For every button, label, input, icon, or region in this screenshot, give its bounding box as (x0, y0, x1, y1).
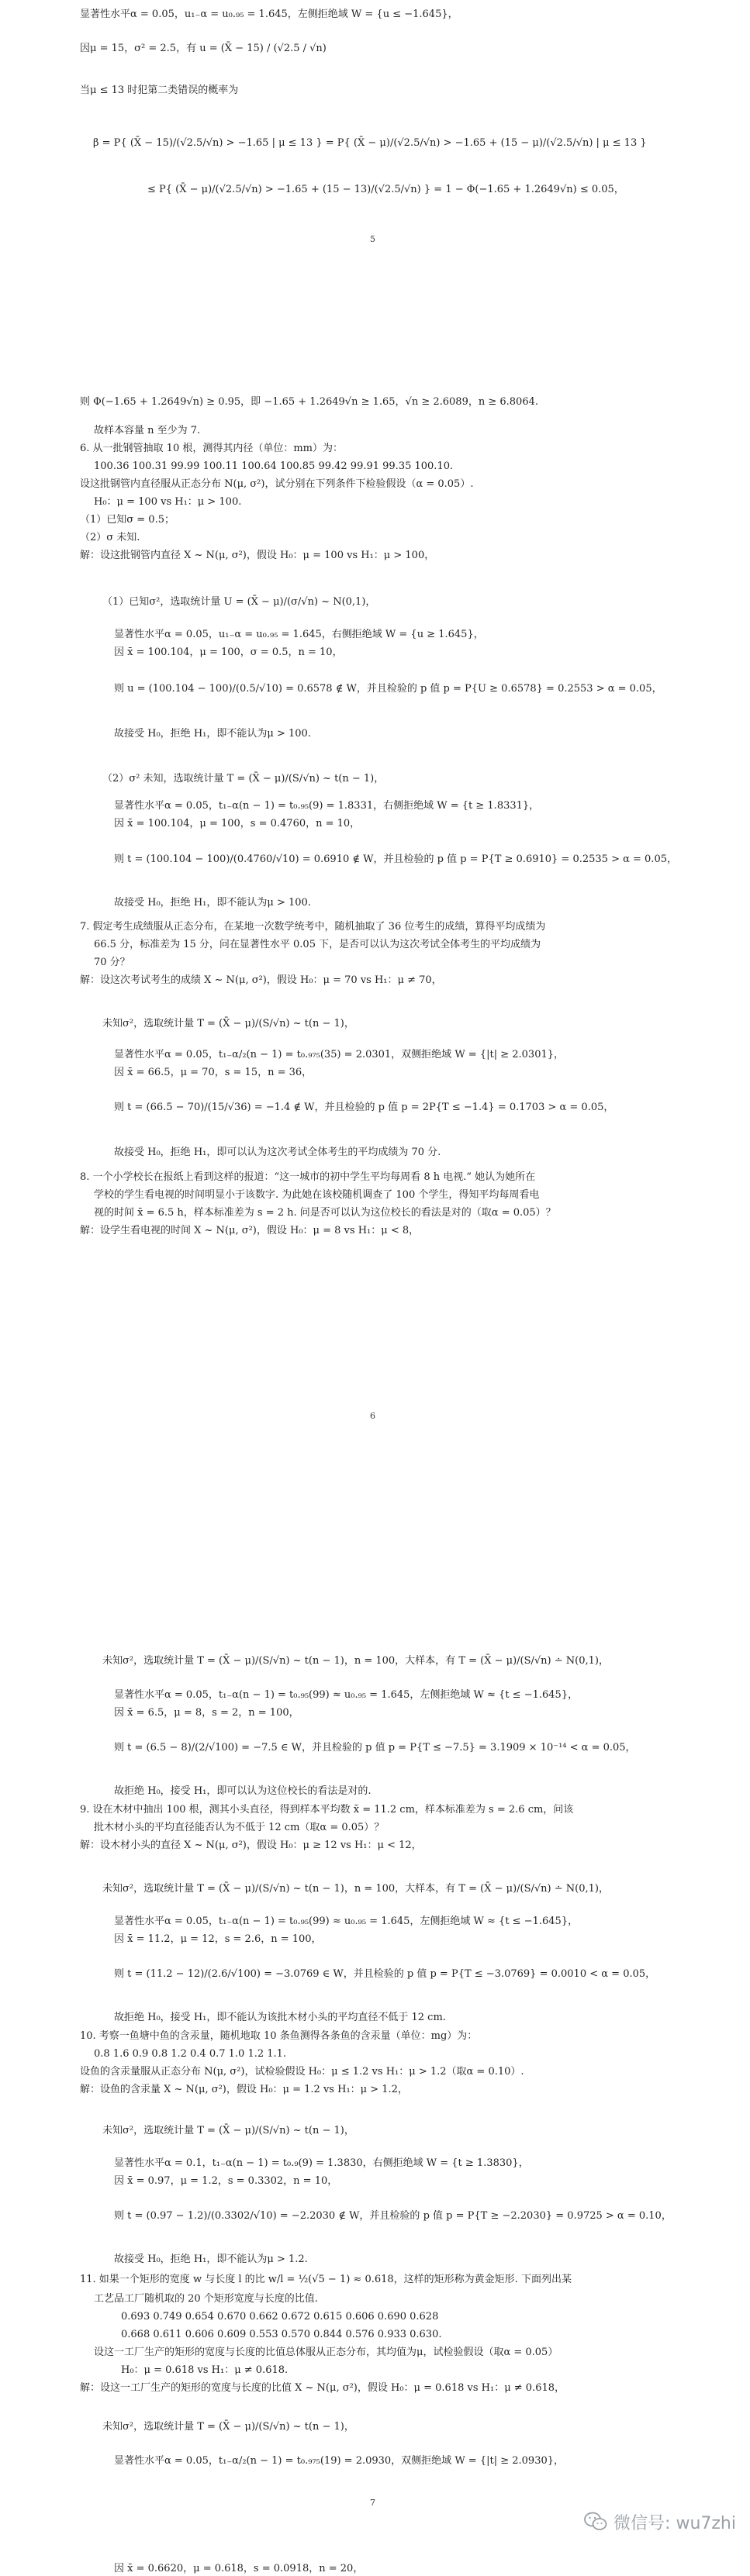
text-line: 显著性水平α = 0.05，u₁₋α = u₀.₉₅ = 1.645，左侧拒绝域 W = {u ≤ −1.645}， (80, 9, 458, 20)
text-line: 显著性水平α = 0.05，t₁₋α(n − 1) = t₀.₉₅(99) ≈ u₀.₉₅ = 1.645，左侧拒绝域 W ≈ {t ≤ −1.645}， (114, 1689, 579, 1701)
text-line: 因 x̄ = 6.5，μ = 8，s = 2，n = 100， (114, 1707, 299, 1719)
text-line: H₀：μ = 0.618 vs H₁：μ ≠ 0.618. (121, 2364, 289, 2376)
text-line: 则 u = (100.104 − 100)/(0.5/√10) = 0.6578 ∉ W，并且检验的 p 值 p = P{U ≥ 0.6578} = 0.2553 > α = 0.05， (114, 683, 662, 695)
text-line: 因 x̄ = 0.97，μ = 1.2，s = 0.3302，n = 10， (114, 2175, 338, 2187)
page-number: 5 (370, 234, 375, 244)
text-line: 则 t = (11.2 − 12)/(2.6/√100) = −3.0769 ∈ W，并且检验的 p 值 p = P{T ≤ −3.0769} = 0.0010 < α = 0.05， (114, 1968, 656, 1980)
text-line: 则 t = (0.97 − 1.2)/(0.3302/√10) = −2.2030 ∉ W，并且检验的 p 值 p = P{T ≥ −2.2030} = 0.9725 > α = 0.10， (114, 2210, 672, 2222)
wechat-watermark (584, 2509, 736, 2535)
text-line: 批木材小头的平均直径能否认为不低于 12 cm（取α = 0.05）？ (94, 1822, 385, 1833)
text-line: 解：设鱼的含汞量 X ~ N(μ, σ²)，假设 H₀：μ = 1.2 vs H₁：μ > 1.2， (80, 2084, 408, 2095)
text-line: 66.5 分，标准差为 15 分，问在显著性水平 0.05 下，是否可以认为这次考试全体考生的平均成绩为 (94, 939, 541, 950)
text-line: 显著性水平α = 0.05，t₁₋α(n − 1) = t₀.₉₅(99) ≈ u₀.₉₅ = 1.645，左侧拒绝域 W ≈ {t ≤ −1.645}， (114, 1916, 579, 1927)
text-line: 0.693 0.749 0.654 0.670 0.662 0.672 0.615 0.606 0.690 0.628 (121, 2311, 439, 2323)
text-line: 故接受 H₀，拒绝 H₁，即可以认为这次考试全体考生的平均成绩为 70 分. (114, 1147, 441, 1158)
text-line: 解：设学生看电视的时间 X ~ N(μ, σ²)，假设 H₀：μ = 8 vs H₁：μ < 8， (80, 1225, 420, 1236)
text-line: 11. 如果一个矩形的宽度 w 与长度 l 的比 w/l = ½(√5 − 1) ≈ 0.618，这样的矩形称为黄金矩形. 下面列出某 (80, 2274, 572, 2285)
text-line: 因 x̄ = 100.104，μ = 100，σ = 0.5，n = 10， (114, 647, 343, 658)
text-line: 故拒绝 H₀，接受 H₁，即不能认为该批木材小头的平均直径不低于 12 cm. (114, 2012, 446, 2023)
text-line: 0.8 1.6 0.9 0.8 1.2 0.4 0.7 1.0 1.2 1.1. (94, 2048, 287, 2060)
watermark-text: 微信号: wu7zhi (613, 2513, 736, 2533)
text-line: 显著性水平α = 0.1，t₁₋α(n − 1) = t₀.₉(9) = 1.3830，右侧拒绝域 W = {t ≥ 1.3830}， (114, 2157, 529, 2169)
text-line: 显著性水平α = 0.05，t₁₋α/₂(n − 1) = t₀.₉₇₅(19) = 2.0930，双侧拒绝域 W = {|t| ≥ 2.0930}， (114, 2455, 565, 2467)
text-line: 未知σ²，选取统计量 T = (X̄ − μ)/(S/√n) ~ t(n − 1)， (102, 1018, 354, 1029)
text-line: 显著性水平α = 0.05，u₁₋α = u₀.₉₅ = 1.645，右侧拒绝域 W = {u ≥ 1.645}， (114, 629, 484, 640)
text-line: 故拒绝 H₀，接受 H₁，即可以认为这位校长的看法是对的. (114, 1785, 372, 1797)
text-line: H₀：μ = 100 vs H₁：μ > 100. (94, 496, 242, 508)
text-line: （2）σ 未知. (80, 532, 140, 543)
text-line: 7. 假定考生成绩服从正态分布，在某地一次数学统考中，随机抽取了 36 位考生的成绩，算得平均成绩为 (80, 921, 546, 933)
text-line: 6. 从一批钢管抽取 10 根，测得其内径（单位：mm）为： (80, 443, 343, 454)
text-line: 则 t = (100.104 − 100)/(0.4760/√10) = 0.6910 ∉ W，并且检验的 p 值 p = P{T ≥ 0.6910} = 0.2535 > α = 0.05， (114, 853, 677, 865)
text-line: （1）已知σ = 0.5； (80, 514, 175, 526)
wechat-icon (584, 2512, 607, 2532)
text-line: 故接受 H₀，拒绝 H₁，即不能认为μ > 100. (114, 728, 311, 740)
text-line: 因μ = 15，σ² = 2.5，有 u = (X̄ − 15) / (√2.5 / √n) (80, 43, 327, 54)
text-line: 解：设这一工厂生产的矩形的宽度与长度的比值 X ~ N(μ, σ²)，假设 H₀：μ = 0.618 vs H₁：μ ≠ 0.618， (80, 2382, 565, 2394)
text-line: 设这一工厂生产的矩形的宽度与长度的比值总体服从正态分布，其均值为μ，试检验假设（取α = 0.05） (94, 2347, 558, 2358)
text-line: 因 x̄ = 11.2，μ = 12，s = 2.6，n = 100， (114, 1933, 322, 1945)
text-line: ≤ P{ (X̄ − μ)/(√2.5/√n) > −1.65 + (15 − 13)/(√2.5/√n) } = 1 − Φ(−1.65 + 1.2649√n) ≤ 0.05， (147, 184, 624, 195)
text-line: 因 x̄ = 100.104，μ = 100，s = 0.4760，n = 10， (114, 818, 361, 829)
text-line: 8. 一个小学校长在报纸上看到这样的报道：“这一城市的初中学生平均每周看 8 h 电视.” 她认为她所在 (80, 1171, 536, 1183)
text-line: 视的时间 x̄ = 6.5 h，样本标准差为 s = 2 h. 问是否可以认为这位校长的看法是对的（取α = 0.05）？ (94, 1207, 556, 1219)
text-line: 70 分？ (94, 957, 130, 968)
text-line: 设这批钢管内直径服从正态分布 N(μ, σ²)，试分别在下列条件下检验假设（α = 0.05）. (80, 478, 474, 490)
text-line: 设鱼的含汞量服从正态分布 N(μ, σ²)，试检验假设 H₀：μ ≤ 1.2 vs H₁：μ > 1.2（取α = 0.10）. (80, 2066, 524, 2078)
text-line: 解：设这批钢管内直径 X ~ N(μ, σ²)，假设 H₀：μ = 100 vs H₁：μ > 100， (80, 550, 435, 561)
text-line: 工艺品工厂随机取的 20 个矩形宽度与长度的比值. (94, 2293, 318, 2305)
text-line: 显著性水平α = 0.05，t₁₋α(n − 1) = t₀.₉₅(9) = 1.8331，右侧拒绝域 W = {t ≥ 1.8331}， (114, 800, 540, 812)
text-line: 未知σ²，选取统计量 T = (X̄ − μ)/(S/√n) ~ t(n − 1)，n = 100，大样本，有 T = (X̄ − μ)/(S/√n) ∸ N(0,1)， (102, 1655, 609, 1667)
text-line: 解：设这次考试考生的成绩 X ~ N(μ, σ²)，假设 H₀：μ = 70 vs H₁：μ ≠ 70， (80, 974, 442, 986)
text-line: 故接受 H₀，拒绝 H₁，即不能认为μ > 100. (114, 897, 311, 909)
text-line: β = P{ (X̄ − 15)/(√2.5/√n) > −1.65 | μ ≤ 13 } = P{ (X̄ − μ)/(√2.5/√n) > −1.65 + (15 − μ)/(√2.5/√n) | μ ≤ 13 } (93, 137, 647, 149)
text-line: 未知σ²，选取统计量 T = (X̄ − μ)/(S/√n) ~ t(n − 1)，n = 100，大样本，有 T = (X̄ − μ)/(S/√n) ∸ N(0,1)， (102, 1883, 609, 1895)
text-line: 故接受 H₀，拒绝 H₁，即不能认为μ > 1.2. (114, 2254, 308, 2265)
text-line: 则 t = (6.5 − 8)/(2/√100) = −7.5 ∈ W，并且检验的 p 值 p = P{T ≤ −7.5} = 3.1909 × 10⁻¹⁴ < α = 0.05， (114, 1742, 636, 1754)
text-line: 学校的学生看电视的时间明显小于该数字. 为此她在该校随机调查了 100 个学生，得知平均每周看电 (94, 1189, 540, 1201)
text-line: （2）σ² 未知，选取统计量 T = (X̄ − μ)/(S/√n) ~ t(n − 1)， (102, 773, 385, 785)
text-line: 0.668 0.611 0.606 0.609 0.553 0.570 0.844 0.576 0.933 0.630. (121, 2329, 442, 2340)
text-line: （1）已知σ²，选取统计量 U = (X̄ − μ)/(σ/√n) ~ N(0,1)， (102, 596, 376, 608)
text-line: 因 x̄ = 66.5，μ = 70，s = 15，n = 36， (114, 1067, 313, 1078)
text-line: 因 x̄ = 0.6620，μ = 0.618，s = 0.0918，n = 20， (114, 2563, 364, 2574)
text-line: 10. 考察一鱼塘中鱼的含汞量，随机地取 10 条鱼测得各条鱼的含汞量（单位：mg）为： (80, 2030, 478, 2042)
text-line: 9. 设在木材中抽出 100 根，测其小头直径，得到样本平均数 x̄ = 11.2 cm，样本标准差为 s = 2.6 cm，问该 (80, 1804, 574, 1816)
page-number: 7 (370, 2498, 375, 2508)
text-line: 则 Φ(−1.65 + 1.2649√n) ≥ 0.95，即 −1.65 + 1.2649√n ≥ 1.65，√n ≥ 2.6089，n ≥ 6.8064. (80, 396, 538, 408)
text-line: 未知σ²，选取统计量 T = (X̄ − μ)/(S/√n) ~ t(n − 1)， (102, 2125, 354, 2136)
text-line: 解：设木材小头的直径 X ~ N(μ, σ²)，假设 H₀：μ ≥ 12 vs H₁：μ < 12， (80, 1840, 422, 1851)
text-line: 100.36 100.31 99.99 100.11 100.64 100.85 99.42 99.91 99.35 100.10. (94, 460, 454, 472)
page-number: 6 (370, 1411, 375, 1421)
text-line: 则 t = (66.5 − 70)/(15/√36) = −1.4 ∉ W，并且检验的 p 值 p = 2P{T ≤ −1.4} = 0.1703 > α = 0.05， (114, 1102, 614, 1113)
text-line: 故样本容量 n 至少为 7. (94, 425, 201, 436)
text-line: 当μ ≤ 13 时犯第二类错误的概率为 (80, 84, 239, 96)
text-line: 显著性水平α = 0.05，t₁₋α/₂(n − 1) = t₀.₉₇₅(35) = 2.0301，双侧拒绝域 W = {|t| ≥ 2.0301}， (114, 1049, 565, 1060)
text-line: 未知σ²，选取统计量 T = (X̄ − μ)/(S/√n) ~ t(n − 1)， (102, 2421, 354, 2433)
